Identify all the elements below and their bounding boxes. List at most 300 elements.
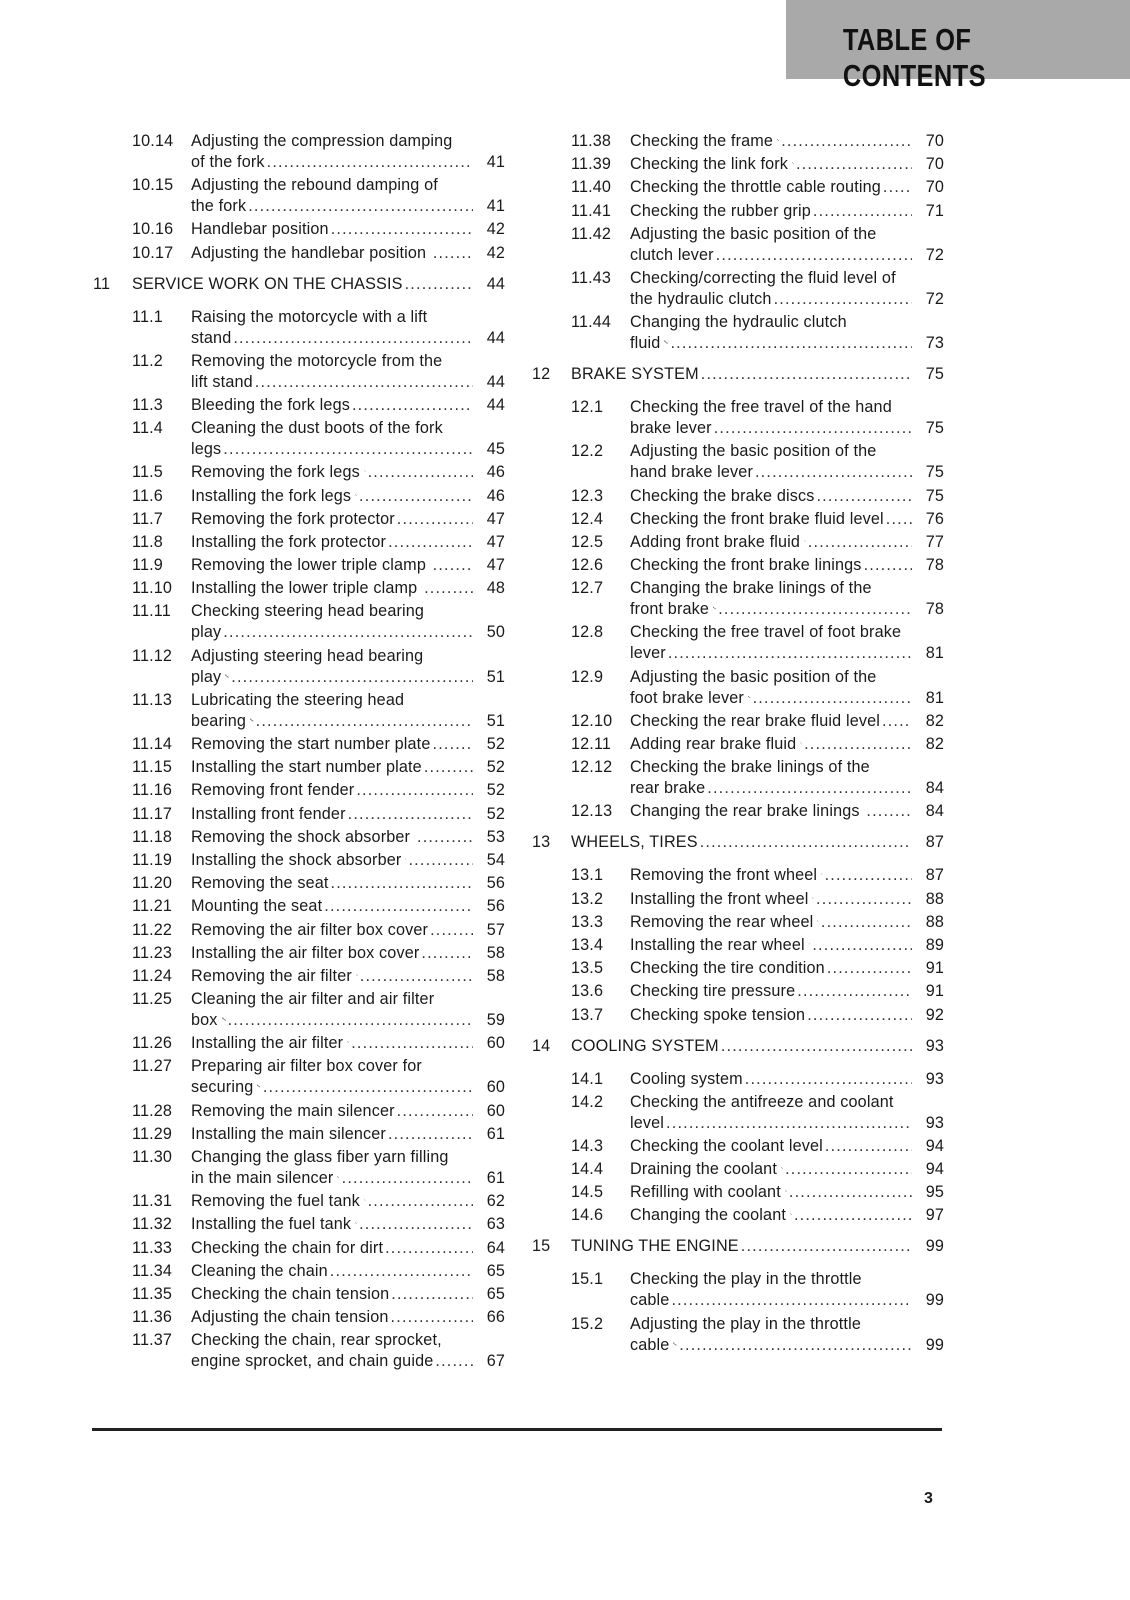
toc-section-entry[interactable] [532, 1069, 944, 1090]
page-ref[interactable]: 87 [925, 833, 944, 852]
section-title: Checking the tire condition [630, 959, 825, 978]
page-ref[interactable]: 52 [486, 735, 505, 753]
toc-section-entry[interactable] [93, 780, 505, 801]
page-ref[interactable]: 47 [486, 532, 505, 551]
dot-leader [385, 1238, 473, 1259]
section-number: 11.19 [132, 850, 173, 869]
toc-section-entry[interactable] [532, 667, 944, 709]
page-ref[interactable]: 44 [486, 274, 505, 293]
section-number: 11.44 [571, 313, 612, 332]
section-number: 12.4 [571, 509, 604, 528]
page-ref[interactable]: 51 [486, 667, 505, 686]
toc-section-entry[interactable] [532, 1159, 944, 1180]
section-title-row [191, 850, 505, 871]
page-ref[interactable]: 93 [925, 1069, 944, 1088]
dot-leader [741, 1236, 912, 1257]
toc-section-entry[interactable] [532, 1005, 944, 1026]
section-title: Removing the start number plate [191, 735, 431, 753]
section-number: 11.37 [132, 1331, 173, 1350]
section-title: Removing the fuel tank [191, 1192, 360, 1211]
page-ref[interactable]: 57 [486, 920, 505, 939]
dot-leader [223, 622, 473, 643]
toc-section-entry[interactable] [532, 912, 944, 933]
toc-section-entry[interactable] [532, 397, 944, 439]
page-ref[interactable]: 61 [486, 1124, 505, 1143]
section-title-row [630, 643, 944, 664]
toc-section-entry[interactable] [532, 131, 944, 152]
toc-section-entry[interactable] [93, 395, 505, 416]
section-title-row [191, 1261, 505, 1282]
toc-chapter-entry[interactable] [532, 1036, 944, 1057]
wrench-icon [785, 1185, 787, 1197]
page-ref[interactable]: 84 [925, 802, 944, 821]
section-title-row [191, 757, 505, 778]
page-ref[interactable]: 41 [486, 197, 505, 216]
page-ref[interactable]: 46 [486, 463, 505, 482]
page-ref[interactable]: 45 [486, 440, 505, 459]
toc-section-entry[interactable] [93, 1191, 505, 1212]
section-title: Removing front fender [191, 781, 355, 800]
section-title-row [630, 711, 944, 732]
toc-section-entry[interactable] [93, 827, 505, 848]
toc-section-entry[interactable] [532, 889, 944, 910]
section-number: 11 [93, 274, 111, 293]
page-ref[interactable]: 88 [925, 889, 944, 908]
toc-section-entry[interactable] [93, 989, 505, 1031]
page-ref[interactable]: 99 [925, 1335, 944, 1354]
section-title-line: Checking the brake linings of the [630, 758, 870, 777]
section-title: Handlebar position [191, 220, 329, 239]
toc-section-entry[interactable] [93, 1124, 505, 1145]
page-ref[interactable]: 61 [486, 1169, 505, 1187]
toc-section-entry[interactable] [532, 201, 944, 222]
section-title-row [191, 1101, 505, 1122]
toc-section-entry[interactable] [93, 243, 505, 264]
toc-section-entry[interactable] [532, 224, 944, 266]
toc-section-entry[interactable] [532, 935, 944, 956]
page-ref[interactable]: 92 [925, 1005, 944, 1024]
page-ref[interactable]: 72 [925, 289, 944, 308]
page-ref[interactable]: 58 [486, 966, 505, 985]
toc-section-entry[interactable] [532, 486, 944, 507]
page-ref[interactable]: 65 [486, 1261, 505, 1280]
page-ref[interactable]: 78 [925, 600, 944, 619]
dot-leader [360, 966, 473, 987]
section-number: 11.2 [132, 351, 163, 370]
section-title: Removing the shock absorber [191, 827, 411, 846]
toc-section-entry[interactable] [93, 509, 505, 530]
toc-section-entry[interactable] [93, 734, 505, 755]
toc-section-entry[interactable] [93, 131, 505, 173]
page-ref[interactable]: 47 [486, 556, 505, 575]
section-title-line: Cleaning the dust boots of the fork [191, 419, 443, 438]
toc-section-entry[interactable] [93, 1056, 505, 1098]
toc-section-entry[interactable] [532, 958, 944, 979]
section-title-row [191, 1238, 505, 1259]
section-number: 12.13 [571, 802, 613, 821]
section-number: 11.24 [132, 966, 173, 985]
section-number: 12.7 [571, 579, 604, 598]
toc-chapter-entry[interactable] [93, 274, 505, 295]
page-ref[interactable]: 53 [486, 827, 505, 846]
dot-leader [388, 1124, 473, 1145]
toc-section-entry[interactable] [532, 801, 944, 822]
page-ref[interactable]: 87 [925, 866, 944, 885]
section-title: cable [630, 1335, 670, 1354]
page-ref[interactable]: 70 [925, 178, 944, 197]
toc-section-entry[interactable] [532, 865, 944, 886]
toc-section-entry[interactable] [93, 1147, 505, 1189]
section-title-row [630, 1113, 944, 1134]
page-ref[interactable]: 89 [925, 935, 944, 954]
toc-section-entry[interactable] [532, 441, 944, 483]
page-ref[interactable]: 42 [486, 220, 505, 239]
toc-section-entry[interactable] [93, 1261, 505, 1282]
toc-section-entry[interactable] [93, 1307, 505, 1328]
page-ref[interactable]: 47 [486, 509, 505, 528]
section-number: 12.6 [571, 556, 604, 575]
section-title-row [191, 1284, 505, 1305]
section-number: 14 [532, 1036, 551, 1055]
toc-section-entry[interactable] [93, 896, 505, 917]
dot-leader [256, 711, 473, 732]
section-title-row [630, 177, 944, 198]
page-ref[interactable]: 95 [925, 1183, 944, 1202]
page-ref[interactable]: 62 [486, 1192, 505, 1211]
toc-section-entry[interactable] [532, 622, 944, 664]
section-number: 14.6 [571, 1206, 604, 1225]
section-title: Removing the seat [191, 874, 329, 893]
page-ref[interactable]: 66 [486, 1308, 505, 1327]
page-ref[interactable]: 70 [925, 155, 944, 174]
toc-section-entry[interactable] [93, 1238, 505, 1259]
dot-leader [701, 364, 912, 385]
page-ref[interactable]: 41 [486, 153, 505, 171]
toc-chapter-entry[interactable] [532, 364, 944, 385]
section-title-row [630, 599, 944, 620]
section-title-row [630, 1182, 944, 1203]
dot-leader [796, 154, 912, 175]
page-ref[interactable]: 71 [925, 201, 944, 220]
page-ref[interactable]: 56 [486, 874, 505, 893]
section-title-row [630, 1159, 944, 1180]
toc-section-entry[interactable] [93, 804, 505, 825]
toc-section-entry[interactable] [532, 1182, 944, 1203]
toc-section-entry[interactable] [93, 351, 505, 393]
dot-leader [716, 245, 912, 266]
toc-section-entry[interactable] [532, 757, 944, 799]
wrench-icon [748, 691, 751, 703]
dot-leader [714, 418, 912, 439]
toc-section-entry[interactable] [93, 920, 505, 941]
page-ref[interactable]: 63 [486, 1215, 505, 1234]
page-ref[interactable]: 48 [486, 579, 505, 598]
section-title: Adjusting the handlebar position [191, 243, 427, 262]
page-ref[interactable]: 60 [486, 1101, 505, 1120]
section-number: 15.1 [571, 1270, 604, 1289]
section-title-row [630, 1205, 944, 1226]
page-ref[interactable]: 91 [925, 982, 944, 1001]
page-ref[interactable]: 58 [486, 943, 505, 962]
page-ref[interactable]: 75 [925, 463, 944, 482]
section-title-row [191, 219, 505, 240]
dot-leader [670, 333, 912, 354]
page-ref[interactable]: 81 [925, 644, 944, 663]
toc-section-entry[interactable] [93, 1214, 505, 1235]
page-ref[interactable]: 75 [925, 365, 944, 384]
section-title: Installing front fender [191, 804, 346, 823]
section-title-row [191, 486, 505, 507]
toc-section-entry[interactable] [93, 175, 505, 217]
section-title-line: Adjusting the compression damping [191, 132, 453, 150]
dot-leader [263, 1077, 473, 1098]
toc-section-entry[interactable] [93, 486, 505, 507]
page-ref[interactable]: 93 [925, 1113, 944, 1132]
page-ref[interactable]: 67 [486, 1352, 505, 1371]
toc-section-entry[interactable] [93, 757, 505, 778]
page-ref[interactable]: 75 [925, 486, 944, 505]
toc-section-entry[interactable] [532, 1136, 944, 1157]
toc-section-entry[interactable] [93, 943, 505, 964]
wrench-icon [664, 336, 668, 348]
section-title-row [191, 243, 505, 264]
toc-section-entry[interactable] [93, 532, 505, 553]
page-ref[interactable]: 99 [925, 1291, 944, 1310]
section-title-row [630, 1005, 944, 1026]
section-number: 11.3 [132, 395, 163, 414]
page-ref[interactable]: 82 [925, 711, 944, 730]
dot-leader [391, 1307, 473, 1328]
toc-section-entry[interactable] [532, 1205, 944, 1226]
toc-section-entry[interactable] [532, 177, 944, 198]
toc-section-entry[interactable] [93, 966, 505, 987]
section-title: Checking the chain tension [191, 1284, 390, 1303]
page-number: 3 [924, 1490, 933, 1507]
section-title: Installing the rear wheel [630, 935, 805, 954]
section-title: Mounting the seat [191, 897, 323, 916]
toc-section-entry[interactable] [93, 462, 505, 483]
section-title: Checking the chain for dirt [191, 1238, 384, 1257]
toc-section-entry[interactable] [532, 578, 944, 620]
page-ref[interactable]: 52 [486, 804, 505, 823]
page-ref[interactable]: 44 [486, 372, 505, 391]
section-title-line: Checking the antifreeze and coolant [630, 1092, 894, 1111]
toc-section-entry[interactable] [532, 734, 944, 755]
page-ref[interactable]: 70 [925, 132, 944, 150]
section-title-row [191, 920, 505, 941]
section-title-row [191, 578, 505, 599]
page-ref[interactable]: 46 [486, 486, 505, 505]
section-title: securing [191, 1078, 254, 1097]
toc-section-entry[interactable] [532, 1269, 944, 1311]
section-title: foot brake lever [630, 688, 744, 707]
wrench-icon [364, 1194, 366, 1206]
toc-section-entry[interactable] [93, 1330, 505, 1372]
toc-section-entry[interactable] [93, 1101, 505, 1122]
section-number: 12.3 [571, 486, 604, 505]
toc-chapter-entry[interactable] [532, 832, 944, 853]
section-title: Refilling with coolant [630, 1183, 781, 1202]
page-ref[interactable]: 78 [925, 556, 944, 575]
section-title-row [191, 827, 505, 848]
page-ref[interactable]: 52 [486, 781, 505, 800]
section-title-line: Adjusting the basic position of the [630, 667, 877, 686]
page-ref[interactable]: 93 [925, 1036, 944, 1055]
section-title: level [630, 1113, 665, 1132]
dot-leader [816, 889, 912, 910]
dot-leader [808, 532, 912, 553]
toc-section-entry[interactable] [532, 981, 944, 1002]
toc-section-entry[interactable] [93, 850, 505, 871]
section-title-row [630, 889, 944, 910]
section-number: 11.32 [132, 1215, 173, 1234]
toc-section-entry[interactable] [93, 418, 505, 460]
wrench-icon [225, 670, 229, 682]
toc-section-entry[interactable] [93, 1033, 505, 1054]
section-number: 14.2 [571, 1092, 604, 1111]
toc-section-entry[interactable] [532, 509, 944, 530]
dot-leader [233, 328, 473, 349]
section-number: 11.42 [571, 224, 612, 243]
page-ref[interactable]: 54 [486, 850, 505, 869]
section-title-row [191, 1307, 505, 1328]
page-ref[interactable]: 76 [925, 509, 944, 528]
section-title-line: Adjusting the basic position of the [630, 442, 877, 461]
page-ref[interactable]: 52 [486, 758, 505, 777]
toc-section-entry[interactable] [93, 307, 505, 349]
page-ref[interactable]: 91 [925, 959, 944, 978]
dot-leader [807, 1005, 912, 1026]
page-ref[interactable]: 60 [486, 1034, 505, 1053]
section-title-row [630, 1290, 944, 1311]
page-ref[interactable]: 42 [486, 243, 505, 262]
toc-section-entry[interactable] [93, 646, 505, 688]
page-ref[interactable]: 77 [925, 532, 944, 551]
wrench-icon [257, 1080, 260, 1092]
toc-section-entry[interactable] [532, 532, 944, 553]
page-ref[interactable]: 73 [925, 334, 944, 353]
footer-divider [92, 1428, 942, 1431]
section-number: 11.20 [132, 874, 173, 893]
section-title-row [191, 896, 505, 917]
dot-leader [330, 1261, 473, 1282]
section-number: 11.5 [132, 463, 163, 482]
section-number: 12 [532, 365, 551, 384]
section-number: 14.1 [571, 1069, 604, 1088]
section-title: Checking the rubber grip [630, 201, 811, 220]
dot-leader [356, 780, 473, 801]
section-title: Cooling system [630, 1069, 743, 1088]
section-title-line: Checking the chain, rear sprocket, [191, 1331, 442, 1350]
section-title: the hydraulic clutch [630, 289, 772, 308]
dot-leader [351, 1033, 473, 1054]
dot-leader [827, 958, 912, 979]
toc-section-entry[interactable] [93, 219, 505, 240]
toc-section-entry[interactable] [532, 711, 944, 732]
page-ref[interactable]: 51 [486, 711, 505, 730]
toc-section-entry[interactable] [93, 1284, 505, 1305]
page-ref[interactable]: 88 [925, 912, 944, 931]
page-ref[interactable]: 56 [486, 897, 505, 916]
section-number: 11.36 [132, 1308, 173, 1327]
toc-section-entry[interactable] [532, 154, 944, 175]
toc-chapter-entry[interactable] [532, 1236, 944, 1257]
page-ref[interactable]: 99 [925, 1237, 944, 1256]
dot-leader [433, 243, 473, 264]
section-title-row [630, 1136, 944, 1157]
toc-section-entry[interactable] [93, 555, 505, 576]
wrench-icon [800, 737, 802, 749]
page-ref[interactable]: 72 [925, 245, 944, 264]
page-ref[interactable]: 59 [486, 1011, 505, 1030]
section-number: 11.41 [571, 201, 612, 220]
section-title-row [191, 1351, 505, 1372]
section-title: lever [630, 644, 666, 663]
section-title-row [630, 131, 944, 152]
dot-leader [255, 372, 473, 393]
wrench-icon [817, 915, 819, 927]
section-title-row [630, 778, 944, 799]
section-number: 13.4 [571, 935, 604, 954]
toc-section-entry[interactable] [93, 873, 505, 894]
page-ref[interactable]: 44 [486, 395, 505, 414]
section-title: Checking the coolant level [630, 1136, 823, 1155]
dot-leader [797, 981, 912, 1002]
page-ref[interactable]: 84 [925, 779, 944, 798]
dot-leader [231, 667, 473, 688]
page-ref[interactable]: 82 [925, 735, 944, 753]
toc-section-entry[interactable] [532, 1092, 944, 1134]
section-title: bearing [191, 711, 247, 730]
page-ref[interactable]: 94 [925, 1160, 944, 1179]
dot-leader [813, 201, 912, 222]
toc-section-entry[interactable] [532, 312, 944, 354]
section-title-line: Removing the motorcycle from the [191, 351, 443, 370]
toc-section-entry[interactable] [93, 690, 505, 732]
section-number: 11.30 [132, 1148, 173, 1166]
toc-section-entry[interactable] [532, 1314, 944, 1356]
dot-leader [368, 1191, 473, 1212]
toc-section-entry[interactable] [532, 555, 944, 576]
section-title: stand [191, 328, 232, 347]
section-title: Installing the fuel tank [191, 1215, 352, 1234]
toc-section-entry[interactable] [93, 578, 505, 599]
toc-section-entry[interactable] [93, 601, 505, 643]
page-ref[interactable]: 94 [925, 1136, 944, 1155]
page-ref[interactable]: 81 [925, 688, 944, 707]
page-ref[interactable]: 50 [486, 623, 505, 642]
section-title: Removing the lower triple clamp [191, 556, 426, 575]
toc-section-entry[interactable] [532, 268, 944, 310]
section-title-line: Raising the motorcycle with a lift [191, 307, 428, 326]
page-ref[interactable]: 64 [486, 1238, 505, 1257]
page-ref[interactable]: 97 [925, 1206, 944, 1225]
dot-leader [774, 289, 912, 310]
section-title-row [191, 667, 505, 688]
section-title-row [630, 734, 944, 755]
section-number: 11.23 [132, 943, 173, 962]
dot-leader [424, 578, 473, 599]
page-ref[interactable]: 60 [486, 1078, 505, 1097]
page-ref[interactable]: 44 [486, 328, 505, 347]
wrench-icon [356, 969, 358, 981]
dot-leader [886, 509, 912, 530]
page-ref[interactable]: 65 [486, 1284, 505, 1303]
toc-column-left [93, 131, 505, 1375]
page-ref[interactable]: 75 [925, 419, 944, 438]
section-number: 11.8 [132, 532, 163, 551]
section-title-row [191, 372, 505, 393]
